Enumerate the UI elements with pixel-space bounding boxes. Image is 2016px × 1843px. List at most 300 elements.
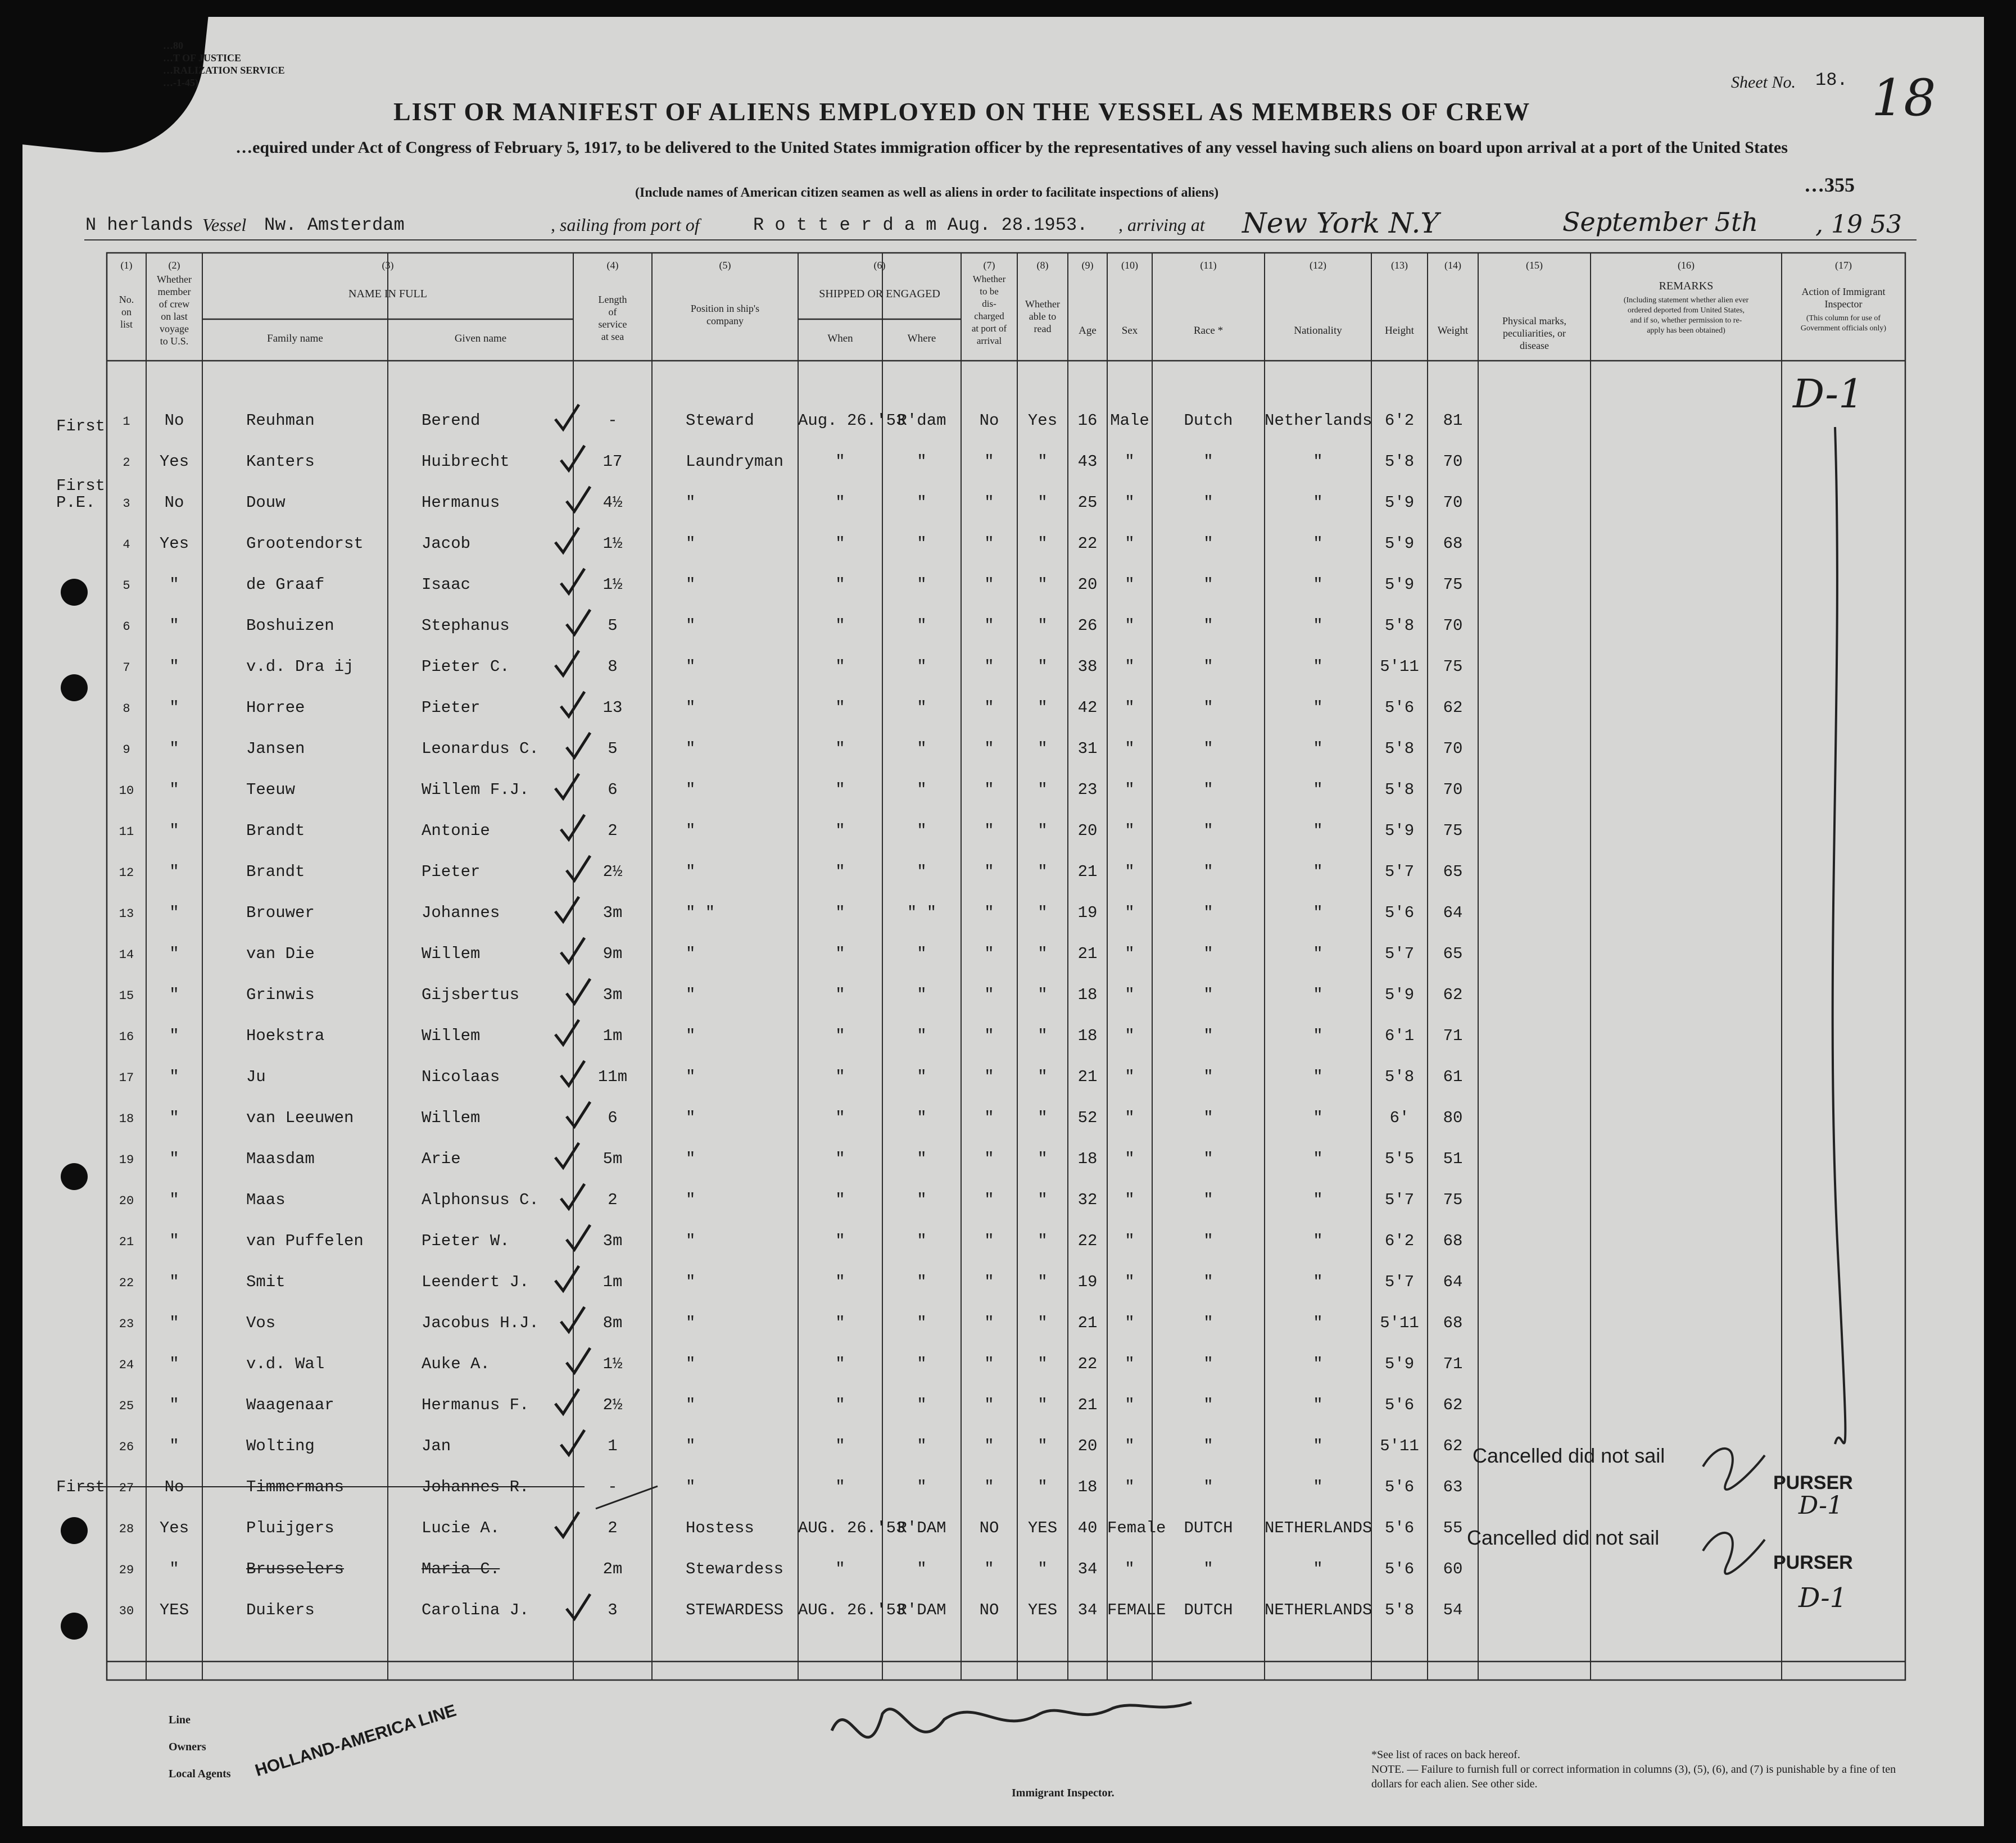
cell-service: 2½ xyxy=(602,863,623,881)
col-number: (6) xyxy=(873,260,886,271)
cell-given: Willem xyxy=(422,945,481,963)
cell-read: " xyxy=(1038,1355,1048,1373)
cell-prev: " xyxy=(169,698,179,717)
cell-weight: 62 xyxy=(1443,986,1463,1004)
cell-age: 21 xyxy=(1077,1396,1098,1414)
cell-family: van Leeuwen xyxy=(246,1109,354,1127)
col-number: (4) xyxy=(606,260,619,271)
cell-weight: 75 xyxy=(1443,821,1463,840)
cell-race: " xyxy=(1203,1478,1213,1496)
cell-sex: " xyxy=(1125,1109,1135,1127)
cell-disch: " xyxy=(984,1314,994,1332)
cell-sex: FEMALE xyxy=(1107,1601,1166,1619)
cell-race: " xyxy=(1203,1396,1213,1414)
col-header-nationality: Nationality xyxy=(1294,325,1342,337)
cell-disch: " xyxy=(984,534,994,553)
cell-sex: " xyxy=(1125,1560,1135,1578)
cell-prev: " xyxy=(169,780,179,799)
col-header-sex: Sex xyxy=(1121,325,1138,337)
cell-read: " xyxy=(1038,657,1048,676)
cell-service: 1m xyxy=(602,1027,623,1045)
cell-nat: " xyxy=(1313,493,1323,512)
cell-family: Brusselers xyxy=(246,1560,345,1578)
cell-position: " xyxy=(686,1396,696,1414)
col-header-read: Whether able to read xyxy=(1025,298,1060,334)
cell-no: 27 xyxy=(119,1481,134,1495)
cell-prev: " xyxy=(169,1396,179,1414)
cell-weight: 68 xyxy=(1443,1232,1463,1250)
cell-nat: " xyxy=(1313,698,1323,717)
cell-prev: " xyxy=(169,863,179,881)
cell-read: " xyxy=(1038,1191,1048,1209)
cell-when: AUG. 26.'53 xyxy=(798,1519,906,1537)
cell-nat: " xyxy=(1313,575,1323,594)
col-number: (15) xyxy=(1526,260,1543,271)
cell-prev: " xyxy=(169,1273,179,1291)
purser-stamp: PURSER xyxy=(1773,1552,1853,1573)
cell-age: 22 xyxy=(1077,534,1098,553)
cell-where: " xyxy=(917,1191,927,1209)
cell-given: Hermanus F. xyxy=(422,1396,529,1414)
cell-sex: Male xyxy=(1110,411,1149,430)
cell-height: 5'11 xyxy=(1380,1437,1419,1455)
cell-sex: " xyxy=(1125,575,1135,594)
cell-nat: NETHERLANDS xyxy=(1265,1601,1372,1619)
cell-prev: " xyxy=(169,986,179,1004)
cell-when: " xyxy=(835,945,845,963)
cell-family: Grinwis xyxy=(246,986,315,1004)
cell-no: 22 xyxy=(119,1276,134,1290)
cell-position: " " xyxy=(686,904,715,922)
cell-height: 5'9 xyxy=(1384,821,1415,840)
cell-weight: 64 xyxy=(1443,904,1463,922)
cell-weight: 51 xyxy=(1443,1150,1463,1168)
cell-height: 5'7 xyxy=(1384,1273,1415,1291)
cell-height: 5'8 xyxy=(1384,1068,1415,1086)
cell-age: 22 xyxy=(1077,1232,1098,1250)
cell-position: STEWARDESS xyxy=(686,1601,784,1619)
cell-no: 9 xyxy=(123,743,130,757)
cell-prev: " xyxy=(169,904,179,922)
cell-where: " " xyxy=(907,904,937,922)
cell-sex: " xyxy=(1125,1191,1135,1209)
cell-age: 20 xyxy=(1077,1437,1098,1455)
cell-race: " xyxy=(1203,780,1213,799)
cell-race: " xyxy=(1203,1232,1213,1250)
cell-weight: 75 xyxy=(1443,1191,1463,1209)
cell-family: Maasdam xyxy=(246,1150,315,1168)
cell-sex: " xyxy=(1125,1232,1135,1250)
cell-race: " xyxy=(1203,1273,1213,1291)
cell-given: Antonie xyxy=(422,821,490,840)
cell-when: " xyxy=(835,657,845,676)
cell-race: " xyxy=(1203,739,1213,758)
cell-family: Smit xyxy=(246,1273,286,1291)
cell-race: " xyxy=(1203,863,1213,881)
cell-family: Timmermans xyxy=(246,1478,345,1496)
cell-family: Jansen xyxy=(246,739,305,758)
footnote xyxy=(1371,1747,1900,1791)
cell-disch: " xyxy=(984,452,994,471)
cell-read: " xyxy=(1038,945,1048,963)
col-number: (16) xyxy=(1678,260,1695,271)
cell-height: 5'5 xyxy=(1384,1150,1415,1168)
cell-nat: " xyxy=(1313,986,1323,1004)
company-stamp: HOLLAND-AMERICA LINE xyxy=(253,1701,459,1781)
col-number: (10) xyxy=(1121,260,1138,271)
arrival-date: September 5th xyxy=(1562,207,1759,237)
cell-disch: NO xyxy=(979,1519,999,1537)
line-label: Line xyxy=(169,1714,191,1726)
cell-sex: " xyxy=(1125,1396,1135,1414)
cell-prev: " xyxy=(169,945,179,963)
cell-when: " xyxy=(835,1437,845,1455)
cell-disch: " xyxy=(984,1478,994,1496)
cell-prev: " xyxy=(169,1068,179,1086)
vessel-name: Nw. Amsterdam xyxy=(264,215,405,235)
cell-position: " xyxy=(686,575,696,594)
cell-no: 24 xyxy=(119,1358,134,1372)
cell-where: " xyxy=(917,739,927,758)
col-header-name: NAME IN FULL xyxy=(348,288,427,300)
cell-service: 3 xyxy=(608,1601,618,1619)
cell-prev: Yes xyxy=(159,452,189,471)
cell-service: 5 xyxy=(608,739,618,758)
cell-no: 29 xyxy=(119,1563,134,1577)
cell-prev: " xyxy=(169,739,179,758)
cell-nat: " xyxy=(1313,1560,1323,1578)
cell-given: Nicolaas xyxy=(422,1068,500,1086)
cell-where: R'DAM xyxy=(897,1601,946,1619)
cell-no: 4 xyxy=(123,538,130,552)
cell-no: 8 xyxy=(123,702,130,716)
cell-sex: " xyxy=(1125,493,1135,512)
cell-disch: " xyxy=(984,657,994,676)
col-number: (5) xyxy=(719,260,731,271)
cell-height: 6' xyxy=(1389,1109,1410,1127)
vessel-label: Vessel xyxy=(202,215,247,235)
cell-weight: 65 xyxy=(1443,863,1463,881)
cell-given: Jacob xyxy=(422,534,471,553)
cell-weight: 62 xyxy=(1443,698,1463,717)
cell-race: " xyxy=(1203,904,1213,922)
cell-prev: " xyxy=(169,1437,179,1455)
cell-disch: " xyxy=(984,1273,994,1291)
cell-position: Steward xyxy=(686,411,754,430)
cell-age: 18 xyxy=(1077,1027,1098,1045)
cell-read: " xyxy=(1038,1314,1048,1332)
cell-sex: " xyxy=(1125,698,1135,717)
col-header-remarks-note: (Including statement whether alien ever ordered deported from United States, and if so, whether permission to re- apply has been obtained) xyxy=(1623,296,1749,335)
cell-no: 17 xyxy=(119,1071,134,1085)
cell-prev: " xyxy=(169,575,179,594)
col-number: (11) xyxy=(1200,260,1217,271)
cell-prev: " xyxy=(169,1560,179,1578)
cell-family: van Puffelen xyxy=(246,1232,364,1250)
cell-given: Willem xyxy=(422,1109,481,1127)
cell-position: " xyxy=(686,493,696,512)
cell-age: 26 xyxy=(1077,616,1098,635)
cell-age: 23 xyxy=(1077,780,1098,799)
cell-where: " xyxy=(917,1396,927,1414)
cell-race: " xyxy=(1203,698,1213,717)
cell-no: 13 xyxy=(119,907,134,921)
cell-disch: " xyxy=(984,904,994,922)
cell-when: " xyxy=(835,986,845,1004)
cell-where: " xyxy=(917,1068,927,1086)
cell-when: " xyxy=(835,534,845,553)
cell-height: 5'9 xyxy=(1384,534,1415,553)
cell-position: " xyxy=(686,1027,696,1045)
cell-no: 19 xyxy=(119,1153,134,1167)
cell-race: " xyxy=(1203,534,1213,553)
cell-given: Leonardus C. xyxy=(422,739,539,758)
cell-where: " xyxy=(917,1109,927,1127)
cell-where: " xyxy=(917,1437,927,1455)
cell-nat: " xyxy=(1313,1232,1323,1250)
cell-nat: " xyxy=(1313,1191,1323,1209)
cell-position: " xyxy=(686,616,696,635)
col-header-race: Race * xyxy=(1193,325,1224,337)
cell-when: " xyxy=(835,904,845,922)
cell-when: AUG. 26.'53 xyxy=(798,1601,906,1619)
cell-nat: " xyxy=(1313,780,1323,799)
cell-no: 21 xyxy=(119,1235,134,1249)
cell-age: 42 xyxy=(1077,698,1098,717)
cell-service: 2 xyxy=(608,821,618,840)
col-header-shipped: SHIPPED OR ENGAGED xyxy=(819,288,940,300)
cell-weight: 62 xyxy=(1443,1396,1463,1414)
cell-family: Waagenaar xyxy=(246,1396,334,1414)
cancelled-note: Cancelled did not sail xyxy=(1473,1444,1665,1467)
cell-disch: " xyxy=(984,1232,994,1250)
cell-read: " xyxy=(1038,1150,1048,1168)
cell-no: 5 xyxy=(123,579,130,593)
cell-nat: " xyxy=(1313,657,1323,676)
cell-sex: " xyxy=(1125,452,1135,471)
cell-position: " xyxy=(686,1109,696,1127)
cell-where: " xyxy=(917,1273,927,1291)
cell-disch: No xyxy=(979,411,999,430)
cell-weight: 70 xyxy=(1443,452,1463,471)
cell-service: 9m xyxy=(602,945,623,963)
class-label: First xyxy=(56,417,106,435)
cell-family: Brandt xyxy=(246,863,305,881)
col-header-given-name: Given name xyxy=(454,333,507,344)
cell-prev: YES xyxy=(159,1601,189,1619)
cell-when: " xyxy=(835,863,845,881)
cell-disch: " xyxy=(984,863,994,881)
cell-race: " xyxy=(1203,1355,1213,1373)
cell-service: 4½ xyxy=(602,493,623,512)
cell-sex: " xyxy=(1125,1027,1135,1045)
cell-position: Hostess xyxy=(686,1519,754,1537)
cell-age: 34 xyxy=(1077,1601,1098,1619)
cell-where: " xyxy=(917,1027,927,1045)
cell-prev: " xyxy=(169,1109,179,1127)
cell-when: " xyxy=(835,1273,845,1291)
cell-disch: " xyxy=(984,493,994,512)
cell-nat: " xyxy=(1313,1150,1323,1168)
cell-when: " xyxy=(835,780,845,799)
cell-given: Willem F.J. xyxy=(422,780,529,799)
cell-service: 1m xyxy=(602,1273,623,1291)
cell-given: Pieter W. xyxy=(422,1232,510,1250)
cell-age: 21 xyxy=(1077,1314,1098,1332)
cell-position: " xyxy=(686,1355,696,1373)
cell-height: 5'9 xyxy=(1384,493,1415,512)
cell-where: " xyxy=(917,1314,927,1332)
cell-no: 6 xyxy=(123,620,130,634)
cell-when: " xyxy=(835,698,845,717)
cell-race: " xyxy=(1203,1068,1213,1086)
cell-height: 6'2 xyxy=(1384,1232,1415,1250)
cell-weight: 71 xyxy=(1443,1027,1463,1045)
cell-service: 1 xyxy=(608,1437,618,1455)
cell-service: 6 xyxy=(608,1109,618,1127)
cell-when: " xyxy=(835,1191,845,1209)
cell-where: " xyxy=(917,821,927,840)
cell-family: Hoekstra xyxy=(246,1027,325,1045)
cell-age: 21 xyxy=(1077,1068,1098,1086)
cell-family: v.d. Wal xyxy=(246,1355,325,1373)
cell-weight: 54 xyxy=(1443,1601,1463,1619)
cell-given: Maria C. xyxy=(422,1560,500,1578)
cell-weight: 75 xyxy=(1443,575,1463,594)
cell-when: " xyxy=(835,1068,845,1086)
cell-weight: 80 xyxy=(1443,1109,1463,1127)
cell-when: Aug. 26.'53 xyxy=(798,411,906,430)
cell-given: Lucie A. xyxy=(422,1519,500,1537)
cell-read: " xyxy=(1038,1027,1048,1045)
cell-height: 5'8 xyxy=(1384,616,1415,635)
cell-where: " xyxy=(917,1478,927,1496)
cell-age: 19 xyxy=(1077,1273,1098,1291)
cell-nat: " xyxy=(1313,739,1323,758)
cell-family: Brouwer xyxy=(246,904,315,922)
cell-read: " xyxy=(1038,1068,1048,1086)
col-number: (13) xyxy=(1391,260,1408,271)
arriving-label: , arriving at xyxy=(1118,215,1205,235)
cell-nat: " xyxy=(1313,1068,1323,1086)
cell-height: 5'11 xyxy=(1380,1314,1419,1332)
cell-position: " xyxy=(686,863,696,881)
cell-service: 17 xyxy=(602,452,623,471)
cell-when: " xyxy=(835,1355,845,1373)
cell-race: DUTCH xyxy=(1184,1601,1233,1619)
cell-height: 5'7 xyxy=(1384,1191,1415,1209)
cell-where: " xyxy=(917,575,927,594)
col-header-discharged: Whether to be dis- charged at port of arrival xyxy=(971,274,1007,346)
cell-sex: " xyxy=(1125,986,1135,1004)
cell-race: " xyxy=(1203,657,1213,676)
col-number: (8) xyxy=(1036,260,1049,271)
cell-family: Ju xyxy=(246,1068,266,1086)
cell-read: " xyxy=(1038,575,1048,594)
cell-height: 5'7 xyxy=(1384,945,1415,963)
col-header-when: When xyxy=(827,333,853,344)
cell-age: 34 xyxy=(1077,1560,1098,1578)
cell-given: Johannes xyxy=(422,904,500,922)
col-number: (17) xyxy=(1835,260,1852,271)
cell-age: 22 xyxy=(1077,1355,1098,1373)
cell-race: " xyxy=(1203,1560,1213,1578)
cell-no: 30 xyxy=(119,1604,134,1618)
instruction-note: (Include names of American citizen seamen as well as aliens in order to facilitate inspections of aliens) xyxy=(635,185,1219,200)
footnote-races: *See list of races on back hereof. xyxy=(1371,1749,1520,1761)
class-label: First xyxy=(56,1478,106,1496)
cell-race: " xyxy=(1203,452,1213,471)
cell-no: 11 xyxy=(119,825,134,839)
cell-race: " xyxy=(1203,1109,1213,1127)
cell-disch: " xyxy=(984,1437,994,1455)
cell-where: " xyxy=(917,1560,927,1578)
cell-age: 21 xyxy=(1077,863,1098,881)
cell-nat: " xyxy=(1313,452,1323,471)
cell-sex: " xyxy=(1125,780,1135,799)
cell-given: Gijsbertus xyxy=(422,986,520,1004)
col-header-family-name: Family name xyxy=(267,333,323,344)
cell-disch: " xyxy=(984,1191,994,1209)
cell-read: " xyxy=(1038,493,1048,512)
cell-prev: " xyxy=(169,1232,179,1250)
cell-weight: 62 xyxy=(1443,1437,1463,1455)
purser-stamp: PURSER xyxy=(1773,1472,1853,1494)
col-header-age: Age xyxy=(1079,325,1097,337)
cell-sex: " xyxy=(1125,1273,1135,1291)
cell-position: " xyxy=(686,657,696,676)
cell-disch: " xyxy=(984,1396,994,1414)
cell-given: Huibrecht xyxy=(422,452,510,471)
cell-age: 20 xyxy=(1077,575,1098,594)
inspector-action: D-1 xyxy=(1793,371,1864,417)
cell-service: 3m xyxy=(602,904,623,922)
cell-no: 14 xyxy=(119,948,134,962)
cell-family: v.d. Dra ij xyxy=(246,657,354,676)
cell-family: Brandt xyxy=(246,821,305,840)
cell-weight: 70 xyxy=(1443,493,1463,512)
cell-position: " xyxy=(686,1191,696,1209)
cell-service: 3m xyxy=(602,986,623,1004)
col-header-service: Length of service at sea xyxy=(598,294,627,342)
inspector-action: D-1 xyxy=(1798,1582,1847,1614)
col-header-remarks: REMARKS xyxy=(1659,280,1714,292)
cell-nat: " xyxy=(1313,945,1323,963)
cell-height: 5'9 xyxy=(1384,1355,1415,1373)
cell-given: Jacobus H.J. xyxy=(422,1314,539,1332)
cell-nat: " xyxy=(1313,616,1323,635)
cell-when: " xyxy=(835,493,845,512)
form-number: …80 …T OF JUSTICE …RALIZATION SERVICE …-1-45) xyxy=(163,40,285,88)
col-header-where: Where xyxy=(907,333,936,344)
cell-read: YES xyxy=(1027,1519,1058,1537)
cell-height: 6'1 xyxy=(1384,1027,1415,1045)
cell-weight: 75 xyxy=(1443,657,1463,676)
cell-sex: Female xyxy=(1107,1519,1166,1537)
cell-when: " xyxy=(835,1478,845,1496)
col-header-action-note: (This column for use of Government officials only) xyxy=(1800,314,1887,333)
sailing-label: , sailing from port of xyxy=(551,215,700,235)
cell-when: " xyxy=(835,1232,845,1250)
col-header-prev-voyage: Whether member of crew on last voyage to U.S. xyxy=(157,274,192,347)
cell-service: 2m xyxy=(602,1560,623,1578)
cell-no: 25 xyxy=(119,1399,134,1413)
cell-age: 21 xyxy=(1077,945,1098,963)
immigrant-inspector-label: Immigrant Inspector. xyxy=(1012,1787,1115,1799)
cell-when: " xyxy=(835,1027,845,1045)
cell-service: - xyxy=(608,1478,618,1496)
cell-family: de Graaf xyxy=(246,575,325,594)
